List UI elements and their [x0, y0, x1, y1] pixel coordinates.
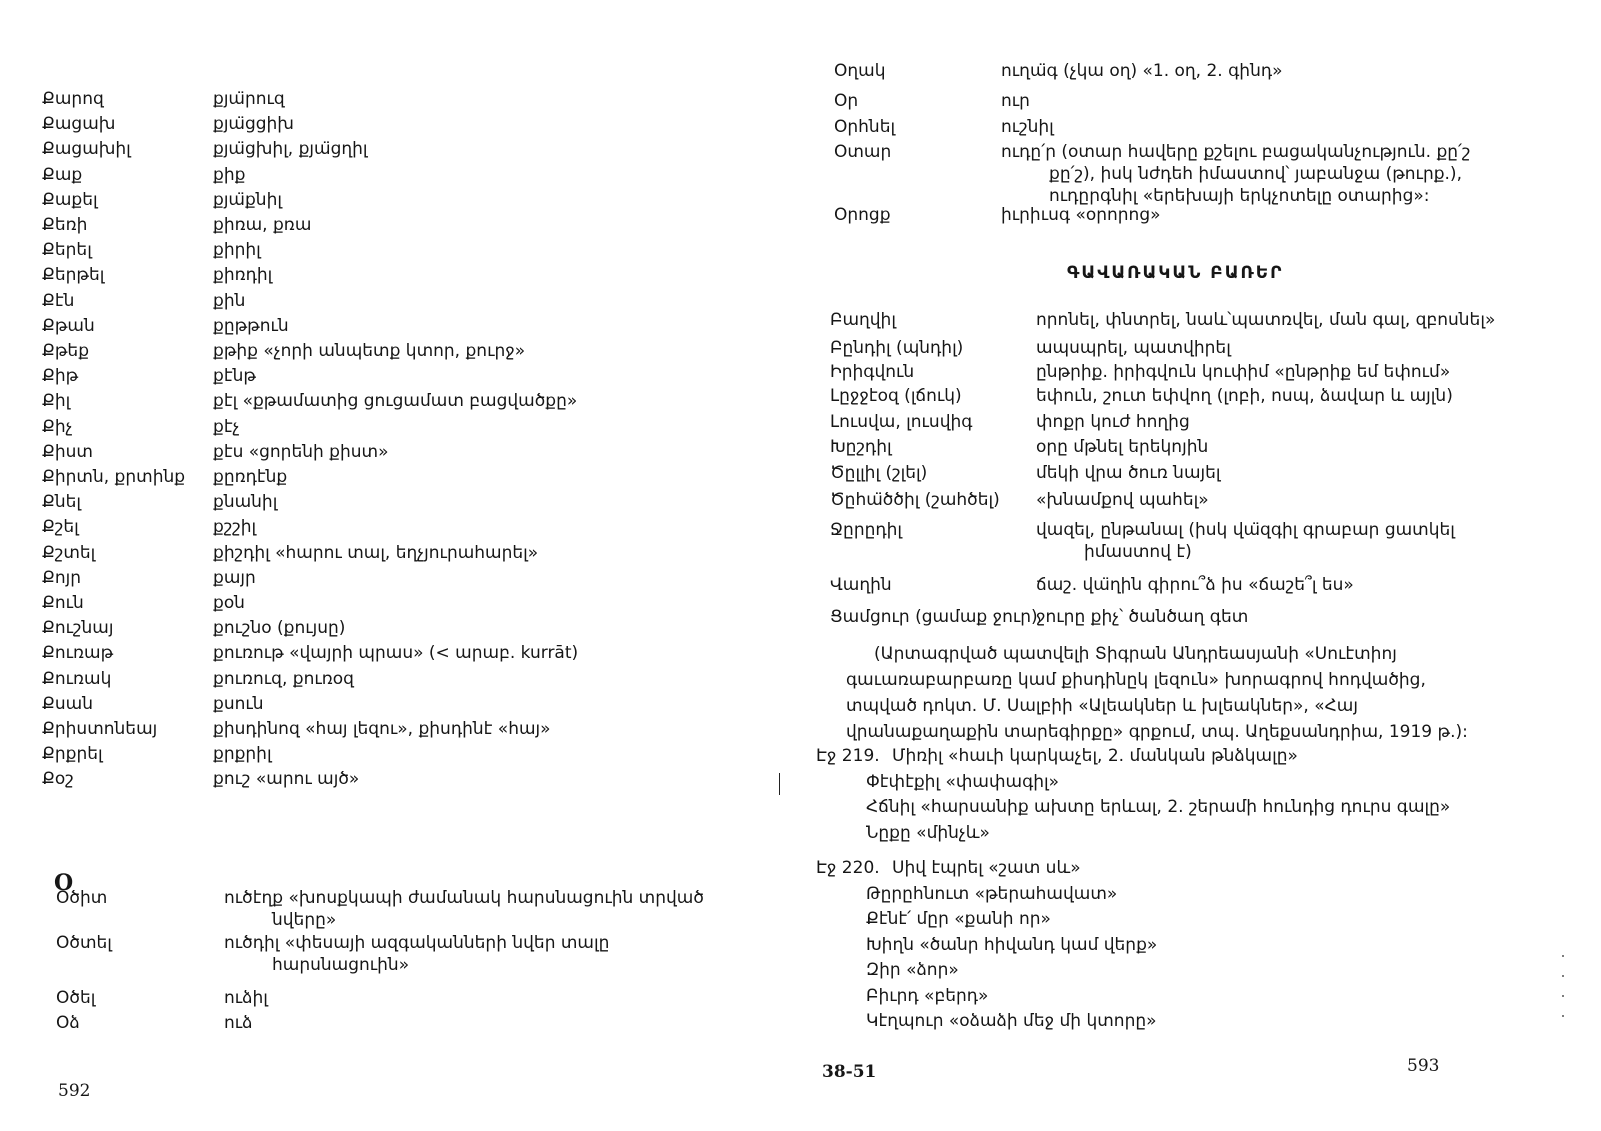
definition-line: քիռա, քռա	[213, 215, 312, 235]
entry-term: Քնել	[42, 492, 82, 513]
entry-term: Քսան	[42, 693, 93, 714]
definition-line: քիշդիլ «հարու տալ, եղչյուրահարել»	[213, 542, 539, 563]
entry-definition	[213, 592, 245, 614]
entry-definition	[213, 668, 354, 690]
entry-definition	[213, 315, 289, 337]
entry-term: Քոյր	[42, 567, 82, 588]
entry-term: Քերթել	[42, 265, 105, 286]
entry-definition	[213, 743, 272, 765]
entry-term: Քիստ	[42, 441, 93, 462]
entry-term: Օրհնել	[834, 117, 896, 137]
entry-term: Քիրտն, քրտինք	[42, 467, 186, 487]
entry-term: Ծըլլիլ (շլել)	[830, 463, 928, 483]
entry-term: Ծըհա̈ծծիլ (շահծել)	[830, 490, 1000, 510]
left-page	[0, 0, 790, 1131]
scan-speck	[1562, 955, 1564, 957]
definition-continuation: իմաստով է)	[1084, 542, 1192, 562]
definition-line: քիք	[213, 164, 246, 185]
entry-term: Խըշդիլ	[830, 437, 892, 457]
entry-term: Քուռաթ	[42, 643, 114, 664]
entry-term: Քշել	[42, 517, 79, 538]
entry-term: Օր	[834, 91, 859, 111]
entry-definition	[213, 290, 245, 312]
entry-definition	[1036, 309, 1495, 331]
definition-line: քրքրիլ	[213, 744, 272, 765]
entry-definition	[213, 189, 282, 211]
entry-definition	[224, 932, 609, 976]
definition-line: քսուն	[213, 693, 264, 714]
entry-term: Քթան	[42, 315, 95, 336]
definition-line: ջուրը քիչ՝ ծանծաղ գետ	[1036, 607, 1249, 627]
entry-definition	[224, 1012, 253, 1034]
entry-definition	[1036, 574, 1354, 596]
entry-term: Քրքրել	[42, 744, 103, 765]
entry-term: Քօշ	[42, 769, 74, 790]
definition-line: քօն	[213, 593, 245, 613]
entry-definition	[213, 113, 294, 135]
definition-line: քյա̈ցխիլ, քյա̈ցղիլ	[213, 139, 368, 160]
definition-line: քյա̈քնիլ	[213, 189, 282, 210]
entry-definition	[1036, 489, 1209, 511]
section-heading: ԳԱՎԱՌԱԿԱՆ ԲԱՌԵՐ	[1067, 263, 1284, 283]
entry-definition	[1001, 60, 1283, 82]
entry-definition	[1001, 204, 1160, 226]
entry-definition	[1036, 436, 1208, 458]
entry-definition	[213, 138, 368, 160]
definition-line: քէչ	[213, 416, 240, 437]
entry-definition	[1001, 90, 1030, 112]
definition-line: քիսդինոզ «հայ լեզու», քիսդինէ «հայ»	[213, 719, 551, 739]
entry-term: Քաք	[42, 164, 83, 185]
entry-definition	[213, 567, 256, 589]
section-letter-o: O	[54, 870, 74, 896]
source-paragraph: (Արտագրված պատվելի Տիգրան Անդրեասյանի «Սուէտիոյ գաւառաբարբառը կամ քիսդինըկ լեզուն» խորագրով հոդվածից, տպված դոկտ. Մ. Սալբիի «Ալեակներ և խլեակներ», «Հայ վրանաքաղաքին տարեգիրքը» գրքում, տպ. Աղեքսանդրիա, 1919 թ.):	[846, 644, 1468, 742]
page-number-left: 592	[58, 1081, 91, 1101]
definition-line: եփուն, շուտ եփվող (լոբի, ոսպ, ձավար և այլն)	[1036, 386, 1453, 406]
entry-definition	[213, 416, 239, 438]
definition-line: քթիք «չորի անպետք կտոր, քուրջ»	[213, 341, 526, 361]
entry-definition	[213, 542, 538, 564]
definition-continuation: հարսնացուին»	[272, 955, 410, 975]
note-line: Միռիլ «հաւի կարկաչել, 2. մանկան թնձկալը»	[892, 746, 1298, 766]
definition-line: ուծդիլ «փեսայի ազգականների նվեր տալը	[224, 933, 610, 953]
entry-definition	[213, 340, 525, 362]
definition-line: քնանիլ	[213, 492, 278, 513]
definition-line: քէլ «քթամատից ցուցամատ բացվածքը»	[213, 391, 578, 412]
definition-line: ապսպրել, պատվիրել	[1036, 338, 1231, 358]
entry-definition	[213, 441, 389, 463]
definition-line: ուձիլ	[224, 988, 268, 1008]
entry-term: Քէն	[42, 290, 75, 311]
note-line: Հճնիլ «հարսանիք ախտը երևալ, 2. շերամի հունդից դուրս գալը»	[866, 797, 1451, 817]
note-line: Թըրըհնուտ «թերահավատ»	[866, 883, 1118, 904]
note-ref: Էջ 219.	[816, 746, 880, 766]
entry-definition	[1036, 462, 1221, 484]
definition-line: քէնթ	[213, 366, 256, 387]
entry-term: Քուն	[42, 593, 84, 613]
entry-definition	[213, 365, 256, 387]
entry-definition	[213, 718, 551, 740]
entry-definition	[213, 88, 285, 110]
definition-line: քուշնօ (քույսը)	[213, 618, 346, 639]
entry-term: Վաղին	[830, 575, 892, 595]
entry-term: Քացախ	[42, 114, 116, 135]
entry-term: Օծել	[56, 988, 96, 1008]
definition-line: քուշ «արու այծ»	[213, 769, 360, 790]
entry-term: Քեռի	[42, 215, 88, 235]
entry-term: Քերել	[42, 240, 92, 261]
definition-line: քին	[213, 290, 246, 311]
definition-line: փոքր կուժ հողից	[1036, 412, 1190, 432]
definition-line: քշշիլ	[213, 517, 257, 538]
definition-line: մեկի վրա ծուռ նայել	[1036, 463, 1221, 483]
entry-definition	[1036, 411, 1190, 433]
entry-term: Ցամցուր (ցամաք ջուր)	[830, 607, 1038, 627]
entry-definition	[1036, 361, 1450, 383]
entry-definition	[213, 516, 256, 538]
entry-term: Օծիտ	[56, 888, 108, 908]
definition-line: իւրիւսգ «օրորոց»	[1001, 205, 1161, 225]
entry-term: Օձ	[56, 1013, 80, 1033]
definition-line: վազել, ընթանալ (իսկ վա̈զգիլ գրաբար ցատկել	[1036, 520, 1455, 540]
entry-term: Քթեք	[42, 341, 90, 361]
definition-line: ուդը՛ր (օտար հավերը քշելու բացականչություն. քը՛շ	[1001, 142, 1471, 162]
entry-definition	[224, 887, 704, 931]
margin-mark	[779, 773, 780, 795]
entry-term: Լուսվա, լուսվիգ	[830, 412, 973, 432]
entry-definition	[213, 466, 287, 488]
definition-continuation: ուդըրգնիլ «երեխայի երկչոտելը օտարից»:	[1049, 186, 1430, 206]
definition-line: ուշնիլ	[1001, 117, 1054, 137]
scan-speck	[1562, 975, 1564, 977]
entry-term: Քիչ	[42, 416, 73, 437]
definition-line: որոնել, փնտրել, նաև՝պատռվել, ման գալ, զբոսնել»	[1036, 310, 1496, 330]
entry-definition	[213, 390, 577, 412]
note-ref: Էջ 220.	[816, 858, 880, 878]
entry-term: Բընդիլ (պնդիլ)	[830, 338, 964, 358]
definition-line: քուռուզ, քուռօզ	[213, 668, 354, 689]
entry-definition	[213, 264, 272, 286]
entry-definition	[213, 617, 345, 639]
definition-line: քըռդէնք	[213, 467, 288, 487]
note-line: Փէփէքիլ «փափագիլ»	[866, 771, 1060, 792]
entry-definition	[213, 491, 277, 513]
definition-continuation: նվերը»	[272, 910, 337, 930]
entry-definition	[1036, 519, 1455, 563]
definition-line: քըթթուն	[213, 315, 289, 336]
note-line: Բիւրդ «բերդ»	[866, 985, 989, 1006]
entry-term: Քրիստոնեայ	[42, 719, 158, 739]
definition-line: ճաշ. վա̈ղին գիրու՞ձ իս «ճաշե՞լ ես»	[1036, 575, 1354, 595]
entry-term: Քիթ	[42, 366, 79, 387]
entry-definition	[1036, 337, 1231, 359]
entry-term: Օրոցք	[834, 205, 891, 225]
entry-term: Քացախիլ	[42, 139, 131, 160]
entry-term: Քուշնայ	[42, 618, 114, 639]
note-line: Քէնէ՛ մըր «քանի որ»	[866, 909, 1051, 929]
definition-line: ուղա̈գ (չկա օղ) «1. օղ, 2. գինդ»	[1001, 61, 1283, 81]
footer-code: 38-51	[822, 1062, 877, 1082]
definition-line: ուծէղք «խոսքկապի ժամանակ հարսնացուին տրված	[224, 888, 704, 908]
entry-term: Քուռակ	[42, 668, 112, 689]
definition-line: քուռութ «վայրի պրաս» (< արաբ. kurrāt)	[213, 643, 579, 664]
note-line: Սիվ էպրել «շատ սև»	[892, 858, 1081, 878]
entry-term: Ջըրըդիլ	[830, 520, 903, 540]
entry-definition	[213, 693, 264, 715]
entry-definition	[213, 642, 578, 664]
note-line: Նըքը «մինչև»	[866, 822, 990, 843]
note-line: Կէղպուր «օձաձի մեջ մի կտորը»	[866, 1011, 1157, 1031]
entry-term: Բաղվիլ	[830, 310, 896, 330]
entry-term: Քիլ	[42, 391, 71, 412]
definition-line: քայր	[213, 567, 256, 588]
entry-term: Լըջջէօզ (լճուկ)	[830, 386, 962, 406]
entry-term: Քշտել	[42, 542, 96, 563]
entry-term: Քարոզ	[42, 89, 104, 109]
entry-definition	[1036, 385, 1453, 407]
entry-definition	[1036, 606, 1248, 628]
entry-definition	[213, 214, 311, 236]
definition-line: ուձ	[224, 1013, 253, 1033]
entry-definition	[213, 164, 245, 186]
definition-line: քէս «ցորենի քիստ»	[213, 441, 389, 462]
scan-speck	[1562, 1015, 1564, 1017]
entry-definition	[1001, 141, 1471, 207]
definition-line: օրը մթնել երեկոյին	[1036, 437, 1209, 457]
entry-term: Քաքել	[42, 189, 98, 210]
definition-line: «խնամքով պահել»	[1036, 490, 1209, 510]
entry-definition	[224, 987, 268, 1009]
entry-term: Իրիգվուն	[830, 362, 915, 382]
definition-line: քյա̈րուզ	[213, 89, 285, 109]
entry-term: Օծտել	[56, 933, 112, 953]
page-number-right: 593	[1407, 1056, 1440, 1076]
definition-line: քյա̈ցցիխ	[213, 114, 294, 135]
entry-term: Օղակ	[834, 61, 886, 81]
note-line: Խիղն «ծանր հիվանդ կամ վերք»	[866, 934, 1158, 955]
entry-term: Օտար	[834, 142, 892, 162]
entry-definition	[213, 239, 261, 261]
note-line: Զիր «ձոր»	[866, 960, 959, 980]
entry-definition	[213, 768, 359, 790]
definition-line: ընթրիք. իրիգվուն կուփիմ «ընթրիք եմ եփում»	[1036, 362, 1451, 382]
definition-continuation: քը՛շ), իսկ նժդեհ իմաստով՝ յաբանջա (թուրք.),	[1049, 164, 1462, 184]
definition-line: ուր	[1001, 91, 1030, 111]
definition-line: քիռդիլ	[213, 265, 273, 286]
definition-line: քիրիլ	[213, 240, 261, 261]
scan-speck	[1562, 995, 1564, 997]
entry-definition	[1001, 116, 1054, 138]
